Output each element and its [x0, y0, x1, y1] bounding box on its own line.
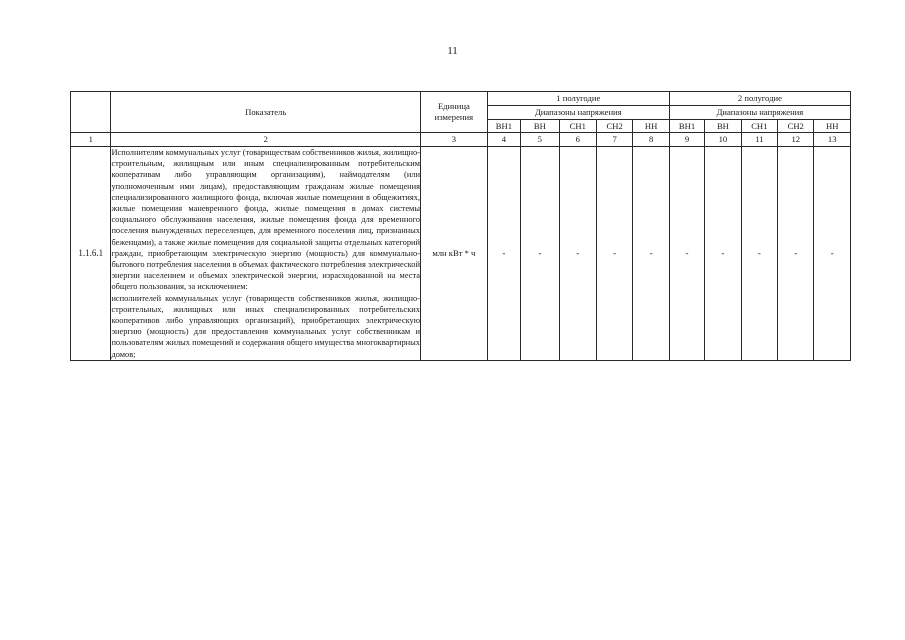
indicator-paragraph: исполнителей коммунальных услуг (товариществ собственников жилья, жилищно-строительных, жилищных или иных специализированных потребительских кооперативов либо управляющих организаций), приобретающих электрическую энергию (мощность) для предоставления коммунальных услуг собственникам и пользователям жилых помещений и содержания общего имущества многоквартирных домов;	[111, 293, 420, 359]
header-level: СН2	[778, 120, 814, 133]
row-indicator	[111, 147, 421, 361]
row-value: -	[596, 147, 632, 361]
row-value: -	[669, 147, 704, 361]
column-number: 4	[487, 133, 520, 147]
column-number: 2	[111, 133, 421, 147]
row-value: -	[778, 147, 814, 361]
column-number: 5	[521, 133, 559, 147]
column-number: 12	[778, 133, 814, 147]
header-level: ВН1	[669, 120, 704, 133]
row-value: -	[705, 147, 741, 361]
row-code: 1.1.6.1	[71, 147, 111, 361]
column-number: 9	[669, 133, 704, 147]
tariff-table	[70, 91, 851, 361]
header-unit-line2: измерения	[434, 112, 474, 122]
column-number: 1	[71, 133, 111, 147]
row-value: -	[487, 147, 520, 361]
indicator-paragraph: Исполнителям коммунальных услуг (товариществам собственников жилья, жилищно-строительным, жилищным или иным специализированным потребительским кооперативам либо управляющим организациям), наймодателям (или уполномоченным ими лицам), предоставляющим гражданам жилые помещения специализированного жилищного фонда, включая жилые помещения в общежитиях, жилые помещения маневренного фонда, жилые помещения в домах системы социального обслуживания населения, жилые помещения фонда для временного поселения вынужденных переселенцев, для временного поселения лиц, признанных беженцами), а также жилые помещения для социальной защиты отдельных категорий граждан, приобретающим электрическую энергию (мощность) для коммунально-бытового потребления населения в объемах фактического потребления электрической энергии населением и объемах электрической энергии, израсходованной на места общего пользования, за исключением:	[111, 148, 420, 292]
header-half1: 1 полугодие	[487, 92, 669, 106]
header-row-periods	[71, 92, 851, 106]
header-unit-line1: Единица	[437, 101, 470, 111]
header-unit	[420, 92, 487, 133]
header-indicator: Показатель	[111, 92, 421, 133]
header-voltage-ranges-half1: Диапазоны напряжения	[487, 106, 669, 120]
column-number: 3	[420, 133, 487, 147]
page-number: 11	[447, 45, 458, 57]
column-number-row	[71, 133, 851, 147]
header-level: НН	[814, 120, 851, 133]
table-row	[71, 147, 851, 361]
row-value: -	[814, 147, 851, 361]
row-value: -	[741, 147, 777, 361]
header-level: ВН	[521, 120, 559, 133]
header-voltage-ranges-half2: Диапазоны напряжения	[669, 106, 850, 120]
header-level: СН2	[596, 120, 632, 133]
row-value: -	[521, 147, 559, 361]
row-value: -	[633, 147, 669, 361]
header-level: ВН	[705, 120, 741, 133]
header-level: СН1	[559, 120, 596, 133]
column-number: 11	[741, 133, 777, 147]
column-number: 7	[596, 133, 632, 147]
row-value: -	[559, 147, 596, 361]
column-number: 13	[814, 133, 851, 147]
header-level: ВН1	[487, 120, 520, 133]
column-number: 8	[633, 133, 669, 147]
row-unit: млн кВт * ч	[420, 147, 487, 361]
header-half2: 2 полугодие	[669, 92, 850, 106]
header-code	[71, 92, 111, 133]
header-level: НН	[633, 120, 669, 133]
header-level: СН1	[741, 120, 777, 133]
column-number: 6	[559, 133, 596, 147]
column-number: 10	[705, 133, 741, 147]
